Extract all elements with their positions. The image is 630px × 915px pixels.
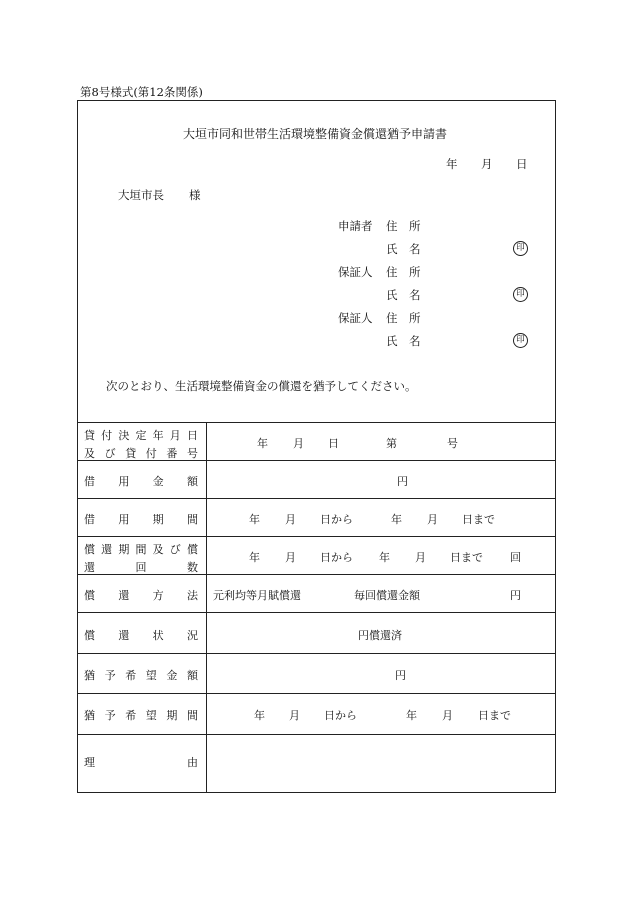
cell-text: 日から	[324, 709, 357, 722]
addressee: 大垣市長	[118, 188, 164, 202]
cell-text: 円	[397, 475, 408, 488]
label-line: 貸 付 決 定 年 月 日	[84, 429, 198, 442]
document-title: 大垣市同和世帯生活環境整備資金償還猶予申請書	[182, 127, 447, 141]
cell-text: 円	[395, 669, 406, 682]
cell-text: 年	[406, 709, 417, 722]
cell-text: 月	[289, 709, 300, 722]
seal-mark: 印	[513, 287, 528, 302]
table-rule	[77, 422, 556, 423]
cell-text: 月	[427, 513, 438, 526]
cell-text: 月	[293, 437, 304, 450]
guarantor1-name-label: 氏 名	[386, 288, 421, 302]
cell-text: 円償還済	[358, 629, 402, 642]
row-reason-label: 理 由	[84, 756, 198, 769]
cell-text: 号	[447, 437, 458, 450]
cell-text: 月	[285, 513, 296, 526]
table-rule	[77, 498, 556, 499]
guarantor2-name-label: 氏 名	[386, 334, 421, 348]
guarantor1-role: 保証人	[338, 265, 373, 279]
date-day: 日	[516, 157, 528, 171]
date-year: 年	[446, 157, 458, 171]
row-repayment-period-label	[84, 541, 198, 575]
seal-mark: 印	[513, 333, 528, 348]
applicant-role: 申請者	[338, 219, 373, 233]
request-text: 次のとおり、生活環境整備資金の償還を猶予してください。	[106, 379, 417, 393]
cell-text: 日まで	[450, 551, 483, 564]
table-rule	[77, 734, 556, 735]
guarantor1-address-label: 住 所	[386, 265, 421, 279]
cell-text: 年	[379, 551, 390, 564]
cell-text: 日から	[320, 513, 353, 526]
guarantor2-address-label: 住 所	[386, 311, 421, 325]
label-line: 償 還 期 間 及 び 償	[84, 543, 198, 556]
cell-text: 元利均等月賦償還	[213, 589, 301, 602]
table-rule	[77, 653, 556, 654]
cell-text: 日まで	[462, 513, 495, 526]
table-column-divider	[206, 422, 207, 793]
row-repayment-method-label: 償 還 方 法	[84, 589, 198, 602]
applicant-address-label: 住 所	[386, 219, 421, 233]
cell-text: 年	[249, 551, 260, 564]
date-month: 月	[481, 157, 493, 171]
label-line: 還 回 数	[84, 561, 198, 574]
row-borrowed-amount-label: 借 用 金 額	[84, 475, 198, 488]
cell-text: 月	[415, 551, 426, 564]
cell-text: 年	[391, 513, 402, 526]
guarantor2-role: 保証人	[338, 311, 373, 325]
table-rule	[77, 612, 556, 613]
cell-text: 回	[510, 551, 521, 564]
cell-text: 円	[510, 589, 521, 602]
row-repayment-status-label: 償 還 状 況	[84, 629, 198, 642]
seal-mark: 印	[513, 241, 528, 256]
cell-text: 日	[328, 437, 339, 450]
table-rule	[77, 536, 556, 537]
row-deferment-period-label: 猶 予 希 望 期 間	[84, 709, 198, 722]
cell-text: 月	[285, 551, 296, 564]
label-line: 及 び 貸 付 番 号	[84, 447, 198, 460]
form-number-label: 第8号様式(第12条関係)	[80, 85, 203, 99]
row-deferment-amount-label: 猶 予 希 望 金 額	[84, 669, 198, 682]
table-rule	[77, 693, 556, 694]
honorific: 様	[189, 188, 201, 202]
cell-text: 年	[257, 437, 268, 450]
cell-text: 毎回償還金額	[354, 589, 420, 602]
cell-text: 第	[386, 437, 397, 450]
cell-text: 年	[254, 709, 265, 722]
cell-text: 月	[442, 709, 453, 722]
row-borrowing-period-label: 借 用 期 間	[84, 513, 198, 526]
cell-text: 日から	[320, 551, 353, 564]
applicant-name-label: 氏 名	[386, 242, 421, 256]
cell-text: 年	[249, 513, 260, 526]
row-loan-decision-label	[84, 427, 198, 461]
cell-text: 日まで	[478, 709, 511, 722]
